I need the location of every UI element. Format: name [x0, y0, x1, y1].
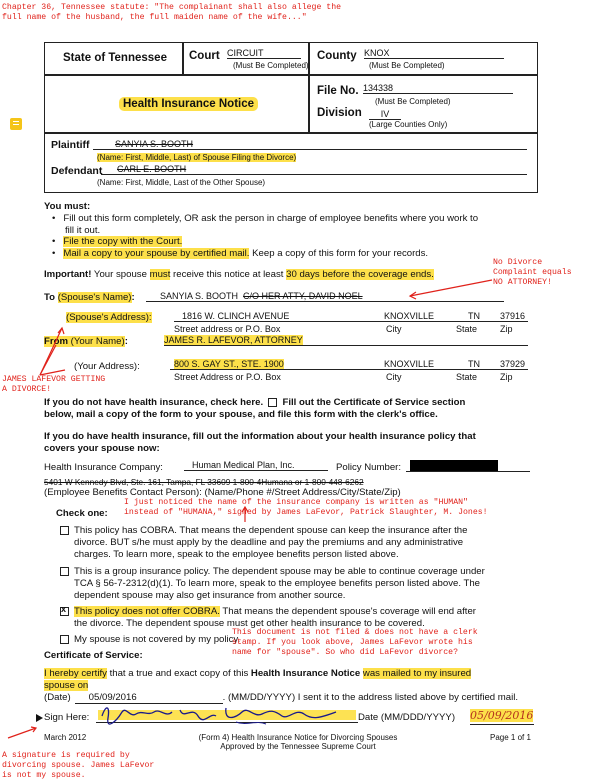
- annotation-signature-2: divorcing spouse. James LaFevor: [2, 761, 155, 770]
- from-label: From (Your Name):: [44, 336, 128, 347]
- plaintiff-label: Plaintiff: [51, 139, 90, 151]
- annotation-signature-1: A signature is required by: [2, 751, 130, 760]
- signature-date-value[interactable]: 05/09/2016: [470, 706, 534, 725]
- court-value[interactable]: CIRCUIT: [227, 48, 301, 59]
- annotation-clerk-3: name for "spouse". So who did LaFevor divorce?: [232, 648, 459, 657]
- your-address-value[interactable]: 800 S. GAY ST., STE. 1900 KNOXVILLE TN 37929: [170, 359, 528, 370]
- certificate-line-1: I hereby certify that a true and exact copy of this Health Insurance Notice was mailed to my insured: [44, 668, 472, 679]
- redaction-box: [410, 460, 498, 471]
- county-note: (Must Be Completed): [369, 61, 445, 70]
- footer-date: March 2012: [44, 733, 87, 742]
- arrow-to-from: [40, 345, 56, 375]
- you-must: You must:: [44, 201, 91, 212]
- division-label: Division: [317, 107, 362, 119]
- instruction-2: • File the copy with the Court.: [52, 236, 183, 247]
- have-insurance-text: If you do have health insurance, fill out the information about your health insurance policy that: [44, 431, 476, 442]
- annotation-humana-1: I just noticed the name of the insurance company is written as "HUMAN": [124, 498, 468, 507]
- annotation-lafevor-2: A DIVORCE!: [2, 385, 52, 394]
- option-not-covered: My spouse is not covered by my policy.: [60, 634, 240, 645]
- state-label: State of Tennessee: [63, 52, 167, 64]
- important-notice: Important! Your spouse must receive this notice at least 30 days before the coverage ends.: [44, 269, 434, 280]
- annotation-clerk-1: This document is not filed & does not have a clerk: [232, 628, 478, 637]
- page-title: Health Insurance Notice: [119, 97, 258, 111]
- arrow-no-divorce: [410, 280, 492, 296]
- company-label: Health Insurance Company:: [44, 462, 163, 473]
- spouse-name-value[interactable]: SANYIA S. BOOTH C/O HER ATTY, DAVID NOEL: [146, 291, 504, 302]
- annotation-statute-line2: full name of the husband, the full maiden name of the wife...": [2, 13, 307, 22]
- annotation-no-divorce-3: NO ATTORNEY!: [493, 278, 552, 287]
- option-cobra: This policy has COBRA. That means the dependent spouse can keep the insurance after the divorce. BUT s/he must apply by the deadline and pay the premiums and any administrative charges. To learn more, speak to the employee benefits person listed above.: [60, 525, 580, 561]
- court-label: Court: [189, 50, 220, 62]
- certificate-line-2: spouse on: [44, 680, 89, 691]
- certificate-date-line: (Date) 05/09/2016 . (MM/DD/YYYY) I sent it to the address listed above by certified mail.: [44, 692, 519, 703]
- instruction-3: • Mail a copy to your spouse by certified mail. Keep a copy of this form for your records.: [52, 247, 429, 259]
- signature-field[interactable]: [96, 706, 358, 723]
- to-label: To (Spouse's Name):: [44, 292, 135, 303]
- no-insurance-checkbox[interactable]: [268, 398, 277, 407]
- spouse-address-value[interactable]: 1816 W. CLINCH AVENUE KNOXVILLE TN 37916: [174, 311, 528, 322]
- option-group-checkbox[interactable]: [60, 567, 69, 576]
- defendant-note: (Name: First, Middle, Last of the Other Spouse): [97, 178, 266, 187]
- court-note: (Must Be Completed): [233, 61, 309, 70]
- certificate-date-value[interactable]: 05/09/2016: [75, 692, 223, 704]
- division-note: (Large Counties Only): [369, 120, 448, 129]
- have-insurance-text-2: covers your spouse now:: [44, 443, 160, 454]
- county-value[interactable]: KNOX: [364, 48, 504, 59]
- annotation-clerk-2: stamp. If you look above, James LaFevor wrote his: [232, 638, 473, 647]
- plaintiff-name: SANYIA S. BOOTH: [115, 139, 194, 149]
- option-group: This is a group insurance policy. The dependent spouse may be able to continue coverage under TCA § 56-7-2312(d)(1). To learn more, speak to the employee benefits person listed above. The dependent spouse may also get insurance from another source.: [60, 566, 580, 602]
- footer-page: Page 1 of 1: [490, 733, 531, 742]
- file-label: File No.: [317, 85, 359, 97]
- sign-here-arrow-icon: [36, 714, 44, 722]
- arrow-signature: [8, 728, 36, 738]
- annotation-no-divorce-2: Complaint equals: [493, 268, 572, 277]
- company-value[interactable]: Human Medical Plan, Inc.: [184, 460, 328, 471]
- your-address-label: (Your Address):: [74, 361, 140, 372]
- arrow-to-your-address: [40, 370, 65, 375]
- annotation-lafevor-1: JAMES LAFEVOR GETTING: [2, 375, 106, 384]
- defendant-name: CARL E. BOOTH: [117, 164, 187, 174]
- contact-label: (Employee Benefits Contact Person): (Name/Phone #/Street Address/City/State/Zip): [44, 487, 401, 498]
- spouse-address-label: (Spouse's Address):: [66, 312, 152, 323]
- no-insurance-text-2: below, mail a copy of the form to your spouse, and file this form with the clerk's office.: [44, 409, 438, 420]
- option-no-cobra: x This policy does not offer COBRA. That means the dependent spouse's coverage will end after the divorce. The dependent spouse must get other health insurance to be covered.: [61, 603, 476, 629]
- policy-value[interactable]: [406, 460, 530, 472]
- signature-date-label: Date (MM/DDD/YYYY): [358, 712, 456, 723]
- option-no-cobra-checkbox[interactable]: x: [60, 607, 69, 616]
- file-note: (Must Be Completed): [375, 97, 451, 106]
- check-one: Check one:: [56, 508, 108, 519]
- signature-scribble: [96, 702, 358, 726]
- annotation-humana-2: instead of "HUMANA," signed by James LaFevor, Patrick Slaughter, M. Jones!: [124, 508, 488, 517]
- plaintiff-note: (Name: First, Middle, Last) of Spouse Filing the Divorce): [97, 153, 297, 162]
- contact-value[interactable]: 5401 W Kennedy Blvd, Ste. 161, Tampa, FL 33609 1-800-4Humana or 1-800-448-6262: [44, 477, 364, 487]
- division-value[interactable]: IV: [369, 109, 401, 120]
- footer-approved: Approved by the Tennessee Supreme Court: [220, 742, 376, 751]
- policy-label: Policy Number:: [336, 462, 402, 473]
- annotation-no-divorce-1: No Divorce: [493, 258, 543, 267]
- annotation-signature-3: is not my spouse.: [2, 771, 86, 780]
- certificate-title: Certificate of Service:: [44, 650, 143, 661]
- no-insurance-text: If you do not have health insurance, check here. Fill out the Certificate of Service section: [44, 397, 466, 408]
- from-value[interactable]: JAMES R. LAFEVOR, ATTORNEY: [164, 335, 528, 346]
- instruction-list: • Fill out this form completely, OR ask the person in charge of employee benefits where you work to fill it out. • File the copy with the Court. • Mail a copy to your spouse by certified mail. Keep a copy of this form for your records.: [52, 213, 552, 259]
- instruction-1: • Fill out this form completely, OR ask the person in charge of employee benefits where you work to: [52, 213, 479, 224]
- county-label: County: [317, 50, 357, 62]
- file-value[interactable]: 134338: [363, 83, 513, 94]
- option-not-covered-checkbox[interactable]: [60, 635, 69, 644]
- defendant-label: Defendant: [51, 165, 103, 177]
- footer-form-title: (Form 4) Health Insurance Notice for Divorcing Spouses: [198, 733, 398, 742]
- annotation-statute-line1: Chapter 36, Tennessee statute: "The complainant shall also allege the: [2, 3, 342, 12]
- option-cobra-checkbox[interactable]: [60, 526, 69, 535]
- sign-here-label: Sign Here:: [44, 712, 90, 723]
